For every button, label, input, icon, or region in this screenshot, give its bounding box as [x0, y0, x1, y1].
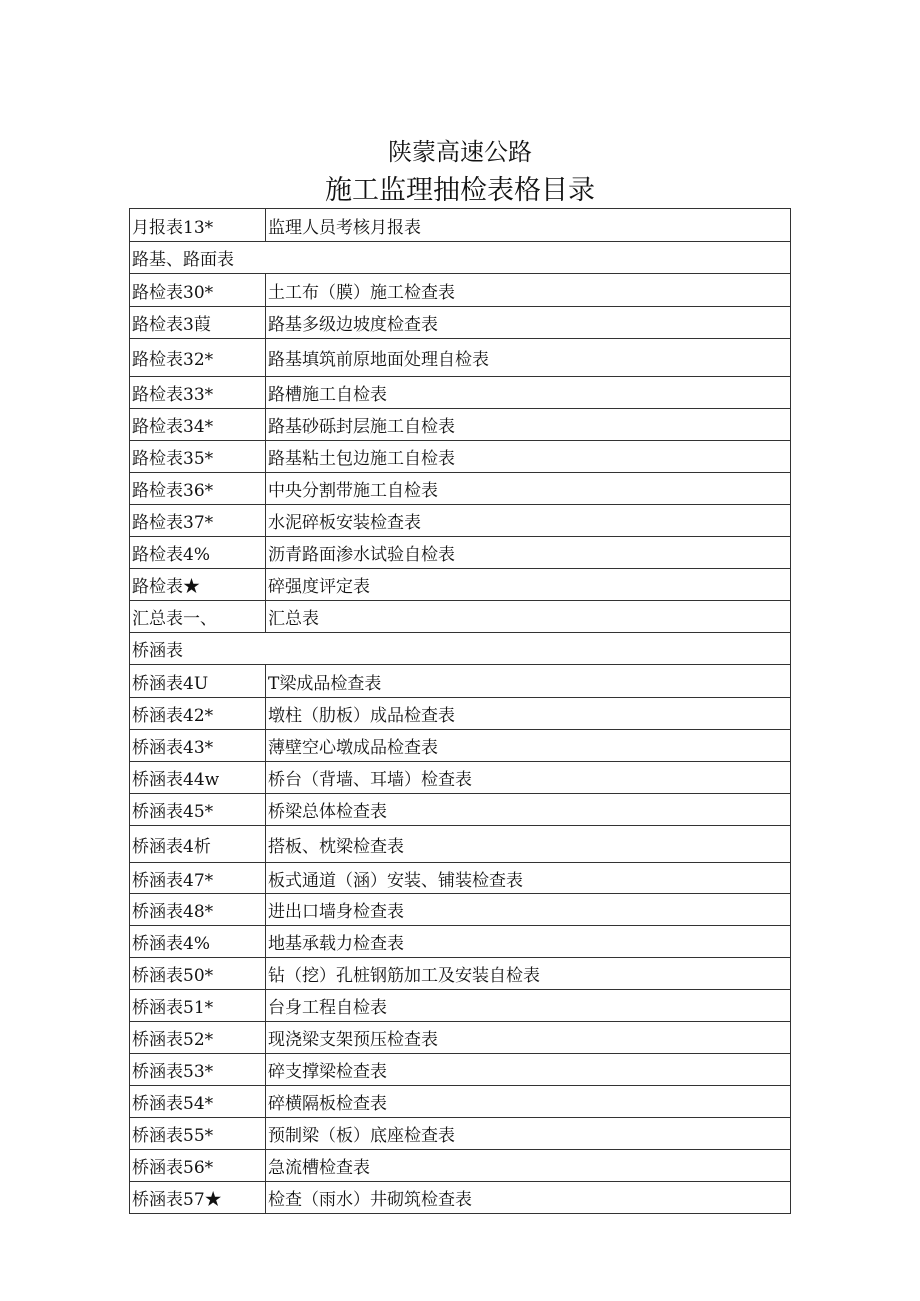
table-row: [130, 1150, 791, 1182]
form-name: 检查（雨水）井砌筑检查表: [266, 1182, 791, 1214]
form-code: 路检表32*: [130, 339, 266, 377]
table-row: [130, 274, 791, 307]
form-code: 桥涵表51*: [130, 990, 266, 1022]
table-row: [130, 473, 791, 505]
table-row: [130, 926, 791, 958]
table-row: [130, 730, 791, 762]
form-name: 汇总表: [266, 601, 791, 633]
table-row: [130, 505, 791, 537]
form-name: 路槽施工自检表: [266, 377, 791, 409]
form-name: 沥青路面渗水试验自检表: [266, 537, 791, 569]
section-row: [130, 633, 791, 665]
document-title: 陕蒙高速公路: [388, 138, 532, 166]
form-code: 桥涵表57★: [130, 1182, 266, 1214]
form-name: 路基多级边坡度检查表: [266, 307, 791, 339]
form-code: 路检表30*: [130, 274, 266, 307]
form-name: 水泥碎板安装检查表: [266, 505, 791, 537]
form-code: 桥涵表55*: [130, 1118, 266, 1150]
form-name: 桥梁总体检查表: [266, 794, 791, 826]
table-row: [130, 990, 791, 1022]
table-row: [130, 794, 791, 826]
table-row: [130, 307, 791, 339]
table-row: [130, 1182, 791, 1214]
document-subtitle: 施工监理抽检表格目录: [325, 175, 595, 206]
form-name: 土工布（膜）施工检查表: [266, 274, 791, 307]
section-heading: 路基、路面表: [130, 242, 791, 274]
form-name: 监理人员考核月报表: [266, 209, 791, 242]
form-name: 碎强度评定表: [266, 569, 791, 601]
form-code: 桥涵表44w: [130, 762, 266, 794]
form-code: 桥涵表56*: [130, 1150, 266, 1182]
form-code: 桥涵表42*: [130, 698, 266, 730]
form-code: 桥涵表52*: [130, 1022, 266, 1054]
form-name: 路基砂砾封层施工自检表: [266, 409, 791, 441]
form-code: 路检表33*: [130, 377, 266, 409]
form-name: 进出口墙身检查表: [266, 894, 791, 926]
table-row: [130, 441, 791, 473]
table-row: [130, 1022, 791, 1054]
table-row: [130, 409, 791, 441]
table-row: [130, 601, 791, 633]
form-code: 路检表3葭: [130, 307, 266, 339]
form-name: 墩柱（肋板）成品检查表: [266, 698, 791, 730]
form-code: 桥涵表48*: [130, 894, 266, 926]
section-heading: 桥涵表: [130, 633, 791, 665]
form-code: 路检表36*: [130, 473, 266, 505]
table-row: [130, 209, 791, 242]
table-row: [130, 958, 791, 990]
form-name: 现浇梁支架预压检查表: [266, 1022, 791, 1054]
form-name: 碎支撑梁检查表: [266, 1054, 791, 1086]
table-row: [130, 894, 791, 926]
table-row: [130, 1054, 791, 1086]
form-code: 桥涵表47*: [130, 863, 266, 894]
table-row: [130, 569, 791, 601]
table-row: [130, 826, 791, 863]
form-name: 中央分割带施工自检表: [266, 473, 791, 505]
form-name: T梁成品检查表: [266, 665, 791, 698]
form-code: 汇总表一、: [130, 601, 266, 633]
form-name: 薄壁空心墩成品检查表: [266, 730, 791, 762]
form-name: 搭板、枕梁检查表: [266, 826, 791, 863]
form-code: 桥涵表53*: [130, 1054, 266, 1086]
form-name: 预制梁（板）底座检查表: [266, 1118, 791, 1150]
form-code: 桥涵表4析: [130, 826, 266, 863]
table-row: [130, 665, 791, 698]
form-name: 地基承载力检查表: [266, 926, 791, 958]
form-name: 急流槽检查表: [266, 1150, 791, 1182]
form-code: 桥涵表43*: [130, 730, 266, 762]
catalog-table: [129, 208, 791, 1214]
form-name: 桥台（背墙、耳墙）检查表: [266, 762, 791, 794]
form-code: 桥涵表45*: [130, 794, 266, 826]
form-code: 桥涵表4U: [130, 665, 266, 698]
form-name: 碎横隔板检查表: [266, 1086, 791, 1118]
table-row: [130, 863, 791, 894]
form-code: 月报表13*: [130, 209, 266, 242]
table-row: [130, 1086, 791, 1118]
form-code: 路检表4%: [130, 537, 266, 569]
form-code: 路检表34*: [130, 409, 266, 441]
form-code: 桥涵表54*: [130, 1086, 266, 1118]
table-row: [130, 762, 791, 794]
form-name: 板式通道（涵）安装、铺装检查表: [266, 863, 791, 894]
form-name: 路基粘土包边施工自检表: [266, 441, 791, 473]
table-row: [130, 339, 791, 377]
table-row: [130, 698, 791, 730]
form-name: 台身工程自检表: [266, 990, 791, 1022]
table-row: [130, 1118, 791, 1150]
form-name: 路基填筑前原地面处理自检表: [266, 339, 791, 377]
form-name: 钻（挖）孔桩钢筋加工及安装自检表: [266, 958, 791, 990]
form-code: 路检表35*: [130, 441, 266, 473]
table-row: [130, 537, 791, 569]
section-row: [130, 242, 791, 274]
form-code: 路检表★: [130, 569, 266, 601]
table-row: [130, 377, 791, 409]
form-code: 桥涵表50*: [130, 958, 266, 990]
form-code: 桥涵表4%: [130, 926, 266, 958]
form-code: 路检表37*: [130, 505, 266, 537]
